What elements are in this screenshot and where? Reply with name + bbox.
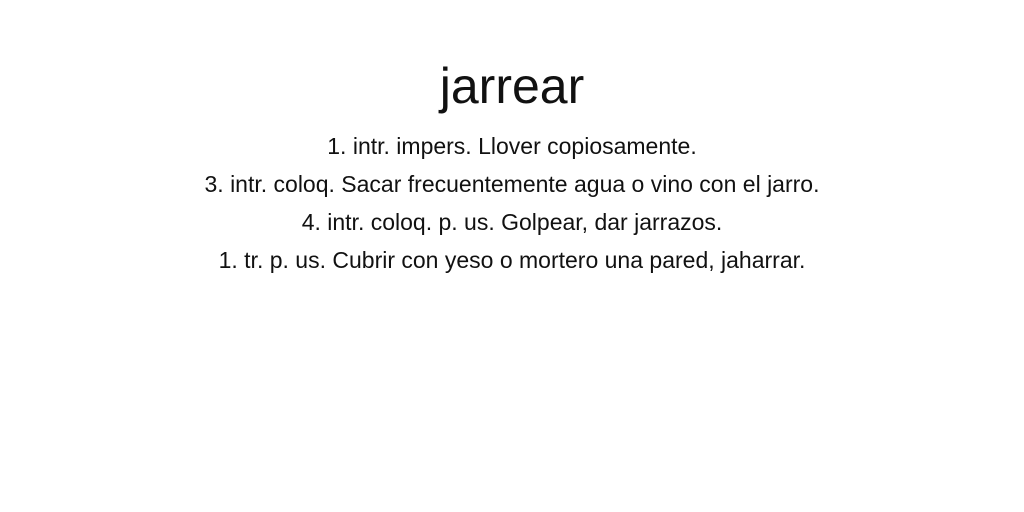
headword: jarrear bbox=[439, 58, 585, 114]
definition-list bbox=[0, 127, 1024, 279]
definition-item: 1. intr. impers. Llover copiosamente. bbox=[327, 133, 697, 159]
definition-item: 3. intr. coloq. Sacar frecuentemente agua o vino con el jarro. bbox=[204, 171, 820, 197]
definition-item: 4. intr. coloq. p. us. Golpear, dar jarrazos. bbox=[301, 209, 723, 235]
definition-item: 1. tr. p. us. Cubrir con yeso o mortero una pared, jaharrar. bbox=[218, 247, 806, 273]
